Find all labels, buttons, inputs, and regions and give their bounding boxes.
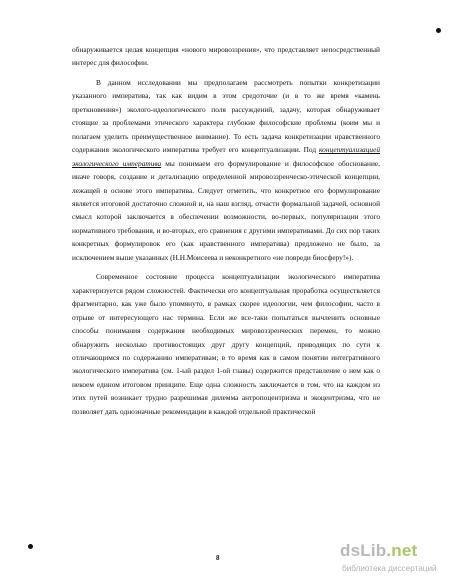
corner-dot-bottom-left [28, 544, 33, 549]
watermark-brand: dsLib.net [340, 541, 418, 560]
paragraph-continuation: обнаруживается целая концепция «нового мировоззрения», что представляет непосредственный интерес для философии. [72, 45, 380, 68]
page-number: 8 [216, 554, 220, 562]
emphasized-term: концептуализацией экологического императива [72, 145, 380, 168]
watermark-logo [340, 541, 448, 579]
document-body [72, 43, 380, 418]
paragraph-text: В данном исследовании мы предполагаем рассмотреть попытки конкретизации указанного императива, так как видим в этом средоточие (и в то же время «камень преткновения») эколого-идеологического поля рассуждений, задачу, которая обнаруживает стоящие за проблемами этического характера глубокие философские проблемы (коим мы и полагаем уделить преимущественное внимание). То есть задача конкретизации нравственного содержания экологического императива требует его концептуализации. Под [72, 77, 380, 155]
corner-dot-top-right [436, 28, 441, 33]
paragraph-text: мы понимаем его формулирование и философское обоснование, иначе говоря, создание и детализацию определенной мировоззренческо-этической концепции, лежащей в основе этого императива. Следует отметить, что конкретное его формулирование является итоговой достаточно сложной и, на наш взгляд, отчасти формальной задачей, основной смысл которой заключается в обеспечении возможности, во-первых, популяризации этого нормативного требования, и во-вторых, его сравнения с другими императивами. До сих пор таких конкретных формулировок его (как нравственного императива) предложено не было, за исключением выше указанных (Н.Н.Моисеева и неконкретного «не повреди биосферу!»). [72, 158, 380, 262]
paragraph-research-aim [72, 76, 380, 264]
paragraph-current-state: Современное состояние процесса концептуализации экологического императива характеризуется рядом сложностей. Фактически его концептуальная проработка осуществляется фрагментарно, как уже было упомянуто, в рамках скорее идеологии, чем философии, часто в отрыве от интересующего нас термина. Если же все-таки попытаться вычленить основные способы понимания содержания необходимых мировоззренческих перемен, то можно обнаружить несколько противостоящих друг другу концепций, приводящих по сути к отличающимся по содержанию императивам; в то время как в самом понятии интегративного экологического императива (см. 1-ый раздел 1-ой главы) содержится представление о нем как о некоем едином итоговом принципе. Еще одна сложность заключается в том, что на каждом из этих путей возникает трудно разрешимая дилемма антропоцентризма и экоцентризма, что не позволяет дать однозначные рекомендации в каждой отдельной практической [72, 272, 380, 416]
watermark-subtitle: библиотека диссертаций [342, 564, 437, 573]
